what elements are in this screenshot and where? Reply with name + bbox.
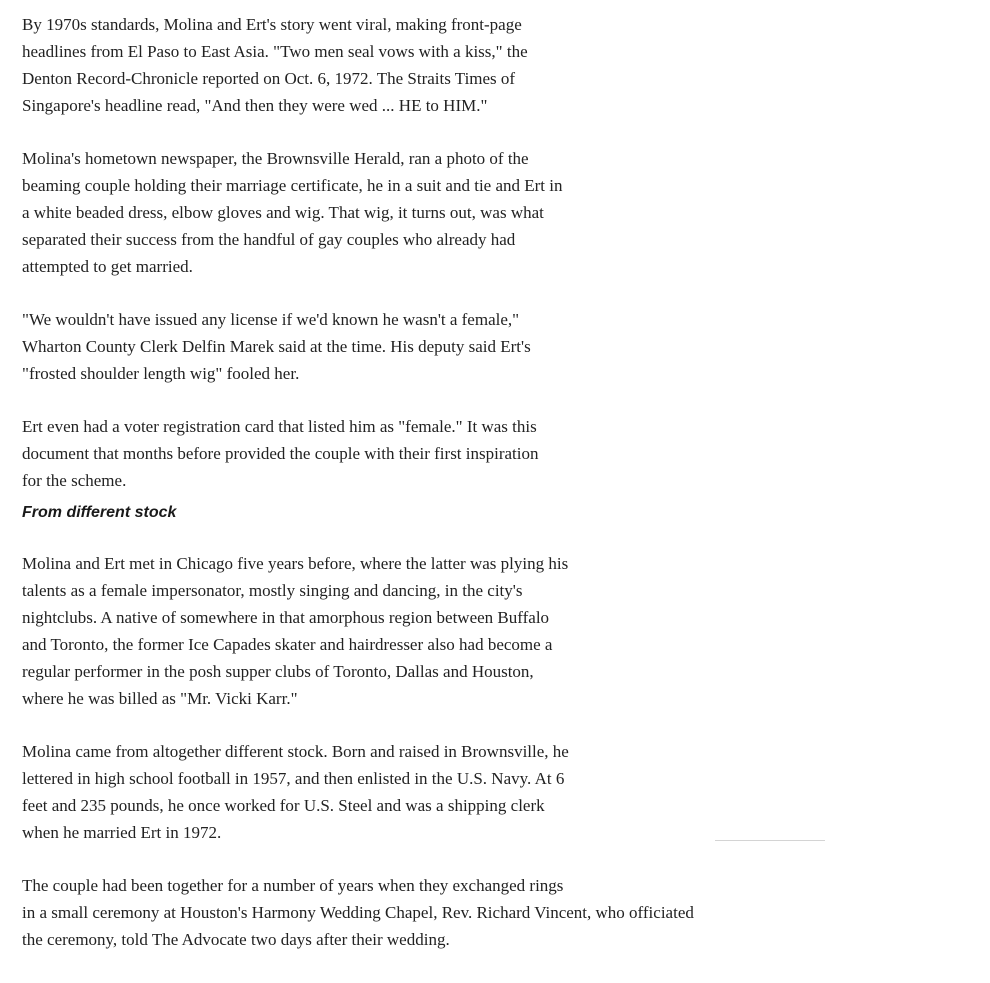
text-line: and Toronto, the former Ice Capades skater and hairdresser also had become a (22, 635, 553, 654)
text-line: lettered in high school football in 1957, and then enlisted in the U.S. Navy. At 6 (22, 769, 565, 788)
paragraph (22, 11, 792, 119)
paragraph (22, 738, 792, 846)
text-line: separated their success from the handful of gay couples who already had (22, 230, 516, 249)
text-line: for the scheme. (22, 471, 127, 490)
text-line: the ceremony, told The Advocate two days after their wedding. (22, 930, 450, 949)
text-line: By 1970s standards, Molina and Ert's story went viral, making front-page (22, 15, 522, 34)
text-line: feet and 235 pounds, he once worked for U.S. Steel and was a shipping clerk (22, 796, 545, 815)
text-line: in a small ceremony at Houston's Harmony Wedding Chapel, Rev. Richard Vincent, who officiated (22, 903, 694, 922)
text-line: document that months before provided the couple with their first inspiration (22, 444, 539, 463)
section-subhead: From different stock (22, 504, 177, 521)
article-body (22, 11, 792, 979)
paragraph (22, 872, 792, 953)
text-line: The couple had been together for a number of years when they exchanged rings (22, 876, 564, 895)
text-line: Molina's hometown newspaper, the Brownsville Herald, ran a photo of the (22, 149, 529, 168)
text-line: nightclubs. A native of somewhere in that amorphous region between Buffalo (22, 608, 550, 627)
text-line: Ert even had a voter registration card that listed him as "female." It was this (22, 417, 537, 436)
paragraph (22, 306, 792, 387)
text-line: Singapore's headline read, "And then they were wed ... HE to HIM." (22, 96, 488, 115)
text-line: regular performer in the posh supper clubs of Toronto, Dallas and Houston, (22, 662, 534, 681)
text-line: "We wouldn't have issued any license if we'd known he wasn't a female," (22, 310, 520, 329)
text-line: Wharton County Clerk Delfin Marek said at the time. His deputy said Ert's (22, 337, 531, 356)
text-line: Denton Record-Chronicle reported on Oct. 6, 1972. The Straits Times of (22, 69, 516, 88)
text-line: where he was billed as "Mr. Vicki Karr." (22, 689, 298, 708)
text-line: "frosted shoulder length wig" fooled her. (22, 364, 300, 383)
text-line: beaming couple holding their marriage certificate, he in a suit and tie and Ert in (22, 176, 563, 195)
text-line: talents as a female impersonator, mostly singing and dancing, in the city's (22, 581, 523, 600)
text-line: Molina came from altogether different stock. Born and raised in Brownsville, he (22, 742, 569, 761)
text-line: headlines from El Paso to East Asia. "Two men seal vows with a kiss," the (22, 42, 528, 61)
text-line: Molina and Ert met in Chicago five years before, where the latter was plying his (22, 554, 569, 573)
paragraph (22, 413, 792, 494)
text-line: when he married Ert in 1972. (22, 823, 222, 842)
text-line: attempted to get married. (22, 257, 193, 276)
text-line: a white beaded dress, elbow gloves and wig. That wig, it turns out, was what (22, 203, 544, 222)
divider (715, 840, 825, 841)
paragraph (22, 550, 792, 712)
paragraph (22, 145, 792, 280)
